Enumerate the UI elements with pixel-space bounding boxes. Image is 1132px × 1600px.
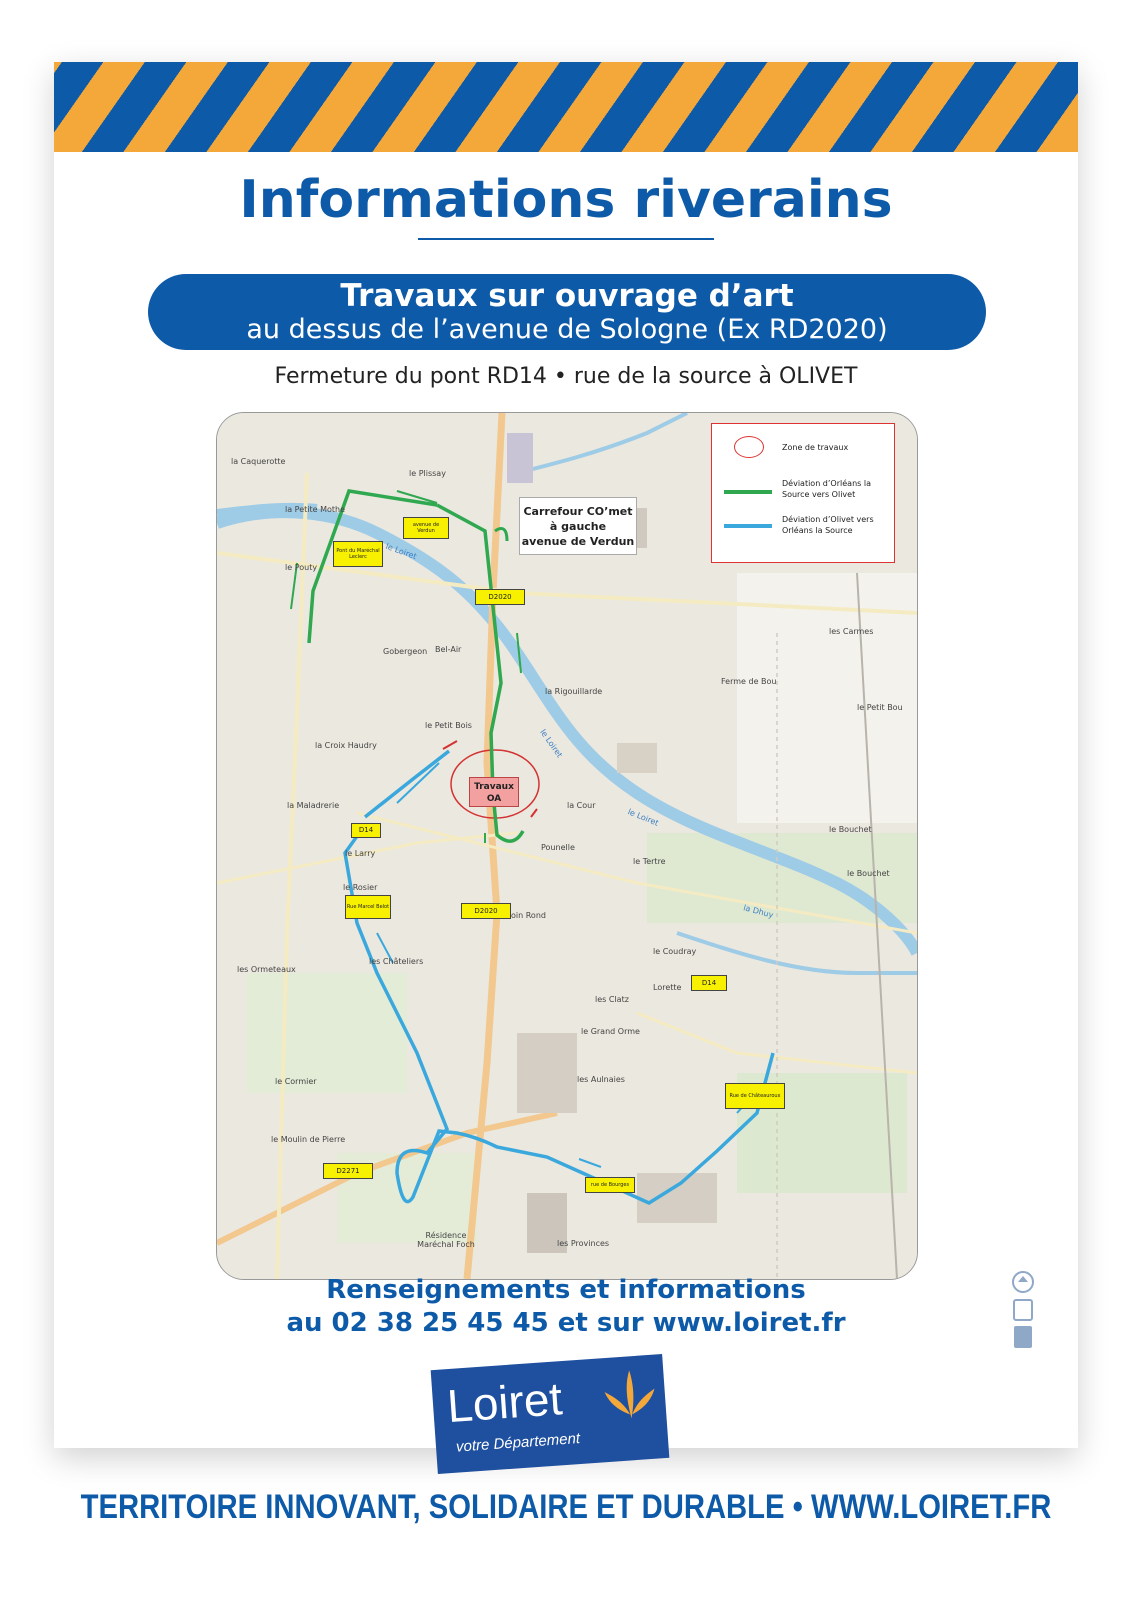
footer-tagline: TERRITOIRE INNOVANT, SOLIDAIRE ET DURABLE • WWW.LOIRET.FR: [80, 1488, 1052, 1526]
tag-d2020-top: D2020: [475, 589, 525, 605]
tag-pont-marechal-leclerc: Pont du Maréchal Leclerc: [333, 541, 383, 567]
tag-rue-marcel-belot: Rue Marcel Belot: [345, 895, 391, 919]
place-clatz: les Clatz: [595, 995, 629, 1004]
works-zone-symbol: [734, 436, 764, 458]
place-bouchet-1: le Bouchet: [829, 825, 872, 834]
place-rosier: le Rosier: [343, 883, 378, 892]
banner-line-2: au dessus de l’avenue de Sologne (Ex RD2020): [246, 314, 888, 345]
map-legend: [711, 423, 895, 563]
place-petit-bou: le Petit Bou: [857, 703, 903, 712]
warning-stripes: [54, 62, 1078, 152]
tag-avenue-de-verdun: avenue de Verdun: [403, 517, 449, 539]
works-label: [469, 777, 519, 807]
place-petite-mothe: la Petite Mothe: [285, 505, 346, 514]
place-rond: oin Rond: [511, 911, 546, 920]
green-route-symbol: [724, 490, 772, 494]
place-moulin-de-pierre: le Moulin de Pierre: [271, 1135, 346, 1144]
place-carmes: les Carmes: [829, 627, 874, 636]
place-caquerotte: la Caquerotte: [231, 457, 286, 466]
recycle-icon: [1010, 1270, 1036, 1352]
place-residence-marechal-foch: Résidence Maréchal Foch: [417, 1231, 475, 1249]
place-cour: la Cour: [567, 801, 596, 810]
notice-card: [54, 62, 1078, 1448]
place-bouchet-2: le Bouchet: [847, 869, 890, 878]
place-ferme-de-bou: Ferme de Bou: [721, 677, 777, 686]
tag-d2020-mid: D2020: [461, 903, 511, 919]
place-pounelle: Pounelle: [541, 843, 575, 852]
place-ormeteaux: les Ormeteaux: [237, 965, 296, 974]
callout-line-2: à gauche: [549, 520, 607, 533]
detour-map: [216, 412, 918, 1280]
page-title: Informations riverains: [239, 170, 893, 230]
legend-works-zone: Zone de travaux: [782, 443, 849, 452]
place-rigouillarde: la Rigouillarde: [545, 687, 603, 696]
callout-line-1: Carrefour CO’met: [523, 505, 633, 518]
river-label-loiret-1: le Loiret: [384, 541, 418, 562]
place-coudray: le Coudray: [653, 947, 697, 956]
river-label-loiret-2: le Loiret: [538, 727, 565, 760]
contact-line-2: au 02 38 25 45 45 et sur www.loiret.fr: [286, 1308, 846, 1338]
place-aulnaies: les Aulnaies: [577, 1075, 625, 1084]
place-provinces: les Provinces: [557, 1239, 610, 1248]
place-tertre: le Tertre: [633, 857, 666, 866]
loiret-logo: [431, 1354, 670, 1474]
fleur-de-lis-icon: [599, 1364, 661, 1424]
logo-subtitle: votre Département: [455, 1429, 581, 1456]
place-grand-orme: le Grand Orme: [581, 1027, 640, 1036]
tag-rue-de-chateauroux: Rue de Châteauroux: [725, 1083, 785, 1109]
river-label-loiret-3: le Loiret: [626, 807, 660, 828]
place-chateliers: les Châteliers: [369, 957, 424, 966]
contact-info: [54, 1274, 1078, 1340]
callout-line-3: avenue de Verdun: [521, 535, 635, 548]
works-label-line-1: Travaux: [474, 782, 514, 792]
closure-notice: Fermeture du pont RD14 • rue de la source à OLIVET: [274, 364, 858, 389]
place-gobergeon: Gobergeon: [383, 647, 428, 656]
blue-route-symbol: [724, 524, 772, 528]
legend-blue-route: Déviation d’Olivet vers Orléans la Source: [782, 515, 874, 535]
place-maladrerie: la Maladrerie: [287, 801, 340, 810]
place-lorette: Lorette: [653, 983, 682, 992]
place-pouty: le Pouty: [285, 563, 318, 572]
map-callout: [519, 497, 637, 555]
tag-rue-de-bourges: rue de Bourges: [585, 1177, 635, 1193]
legend-green-route: Déviation d’Orléans la Source vers Olivet: [782, 479, 871, 499]
place-plissay: le Plissay: [409, 469, 446, 478]
place-croix-haudry: la Croix Haudry: [315, 741, 377, 750]
tag-d2271: D2271: [323, 1163, 373, 1179]
title-underline: [418, 238, 714, 240]
logo-name: Loiret: [445, 1372, 564, 1433]
place-petit-bois: le Petit Bois: [425, 721, 472, 730]
tag-d14-left: D14: [351, 823, 381, 838]
banner-line-1: Travaux sur ouvrage d’art: [340, 278, 794, 314]
contact-line-1: Renseignements et informations: [326, 1275, 806, 1305]
place-bel-air: Bel-Air: [435, 645, 462, 654]
works-banner: [148, 274, 986, 350]
place-larry: le Larry: [345, 849, 376, 858]
place-cormier: le Cormier: [275, 1077, 317, 1086]
tag-d14-right: D14: [691, 975, 727, 991]
works-label-line-2: OA: [486, 794, 502, 804]
river-label-dhuy: la Dhuy: [742, 903, 775, 920]
